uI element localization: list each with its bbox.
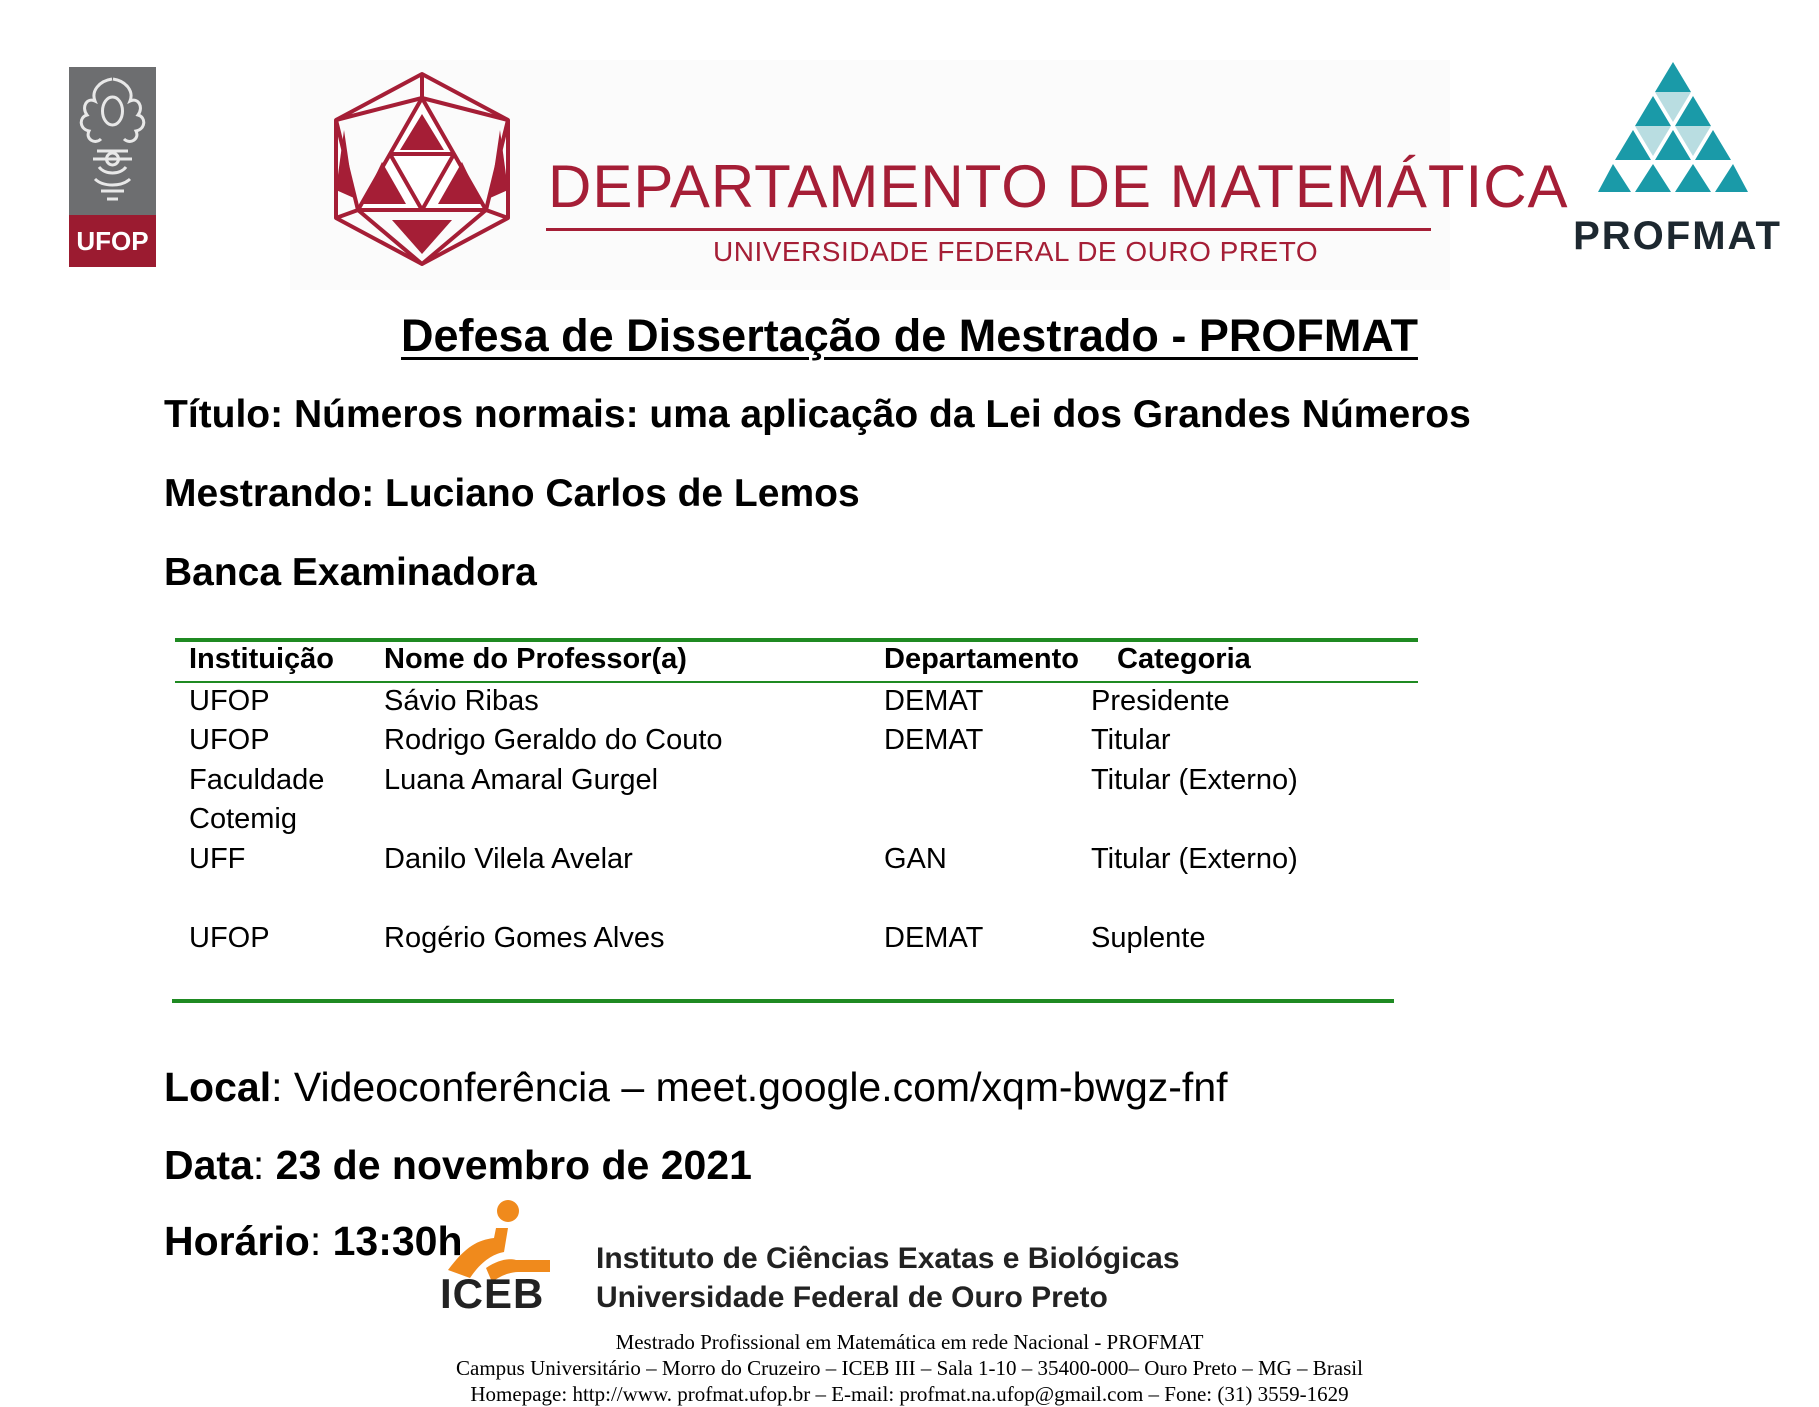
- thesis-label: Título:: [164, 393, 284, 436]
- department-divider: [546, 228, 1431, 231]
- column-header-department: Departamento: [884, 643, 1079, 675]
- table-cell: UFOP: [189, 685, 270, 717]
- table-cell: Presidente: [1091, 685, 1230, 717]
- table-cell: Danilo Vilela Avelar: [384, 843, 633, 875]
- table-cell: Rogério Gomes Alves: [384, 922, 665, 954]
- page-title: [0, 310, 1819, 362]
- date-label: Data: [164, 1142, 253, 1188]
- table-top-rule: [175, 638, 1418, 642]
- table-cell: UFOP: [189, 922, 270, 954]
- footer-contact: Homepage: http://www. profmat.ufop.br – E-mail: profmat.na.ufop@gmail.com – Fone: (31) 3559-1629: [470, 1382, 1349, 1406]
- column-header-institution: Instituição: [189, 643, 335, 675]
- profmat-triangles-icon: [1598, 62, 1748, 192]
- student-value: Luciano Carlos de Lemos: [385, 472, 860, 515]
- footer-address: Campus Universitário – Morro do Cruzeiro – ICEB III – Sala 1-10 – 35400-000– Ouro Preto – MG – Brasil: [456, 1356, 1363, 1380]
- table-cell: Sávio Ribas: [384, 685, 539, 717]
- date-line: Data: 23 de novembro de 2021: [164, 1142, 752, 1188]
- thesis-value: Números normais: uma aplicação da Lei dos Grandes Números: [293, 393, 1471, 436]
- table-cell: UFF: [189, 843, 246, 875]
- footer-program: Mestrado Profissional em Matemática em rede Nacional - PROFMAT: [615, 1330, 1204, 1354]
- date-value: 23 de novembro de 2021: [275, 1142, 752, 1188]
- department-subtitle: UNIVERSIDADE FEDERAL DE OURO PRETO: [713, 236, 1319, 267]
- iceb-university-name: Universidade Federal de Ouro Preto: [596, 1281, 1108, 1314]
- table-cell: Cotemig: [189, 803, 297, 835]
- table-cell: GAN: [884, 843, 947, 875]
- location-value: Videoconferência – meet.google.com/xqm-bwgz-fnf: [293, 1064, 1228, 1110]
- profmat-label: PROFMAT: [1573, 214, 1782, 258]
- student-label: Mestrando:: [164, 472, 375, 515]
- table-cell: Titular (Externo): [1091, 764, 1298, 796]
- time-label: Horário: [164, 1218, 310, 1264]
- table-header-rule: [175, 681, 1418, 683]
- column-header-professor: Nome do Professor(a): [384, 643, 687, 675]
- location-line: Local: Videoconferência – meet.google.com/xqm-bwgz-fnf: [164, 1064, 1228, 1110]
- board-heading: Banca Examinadora: [164, 551, 537, 594]
- ufop-label: UFOP: [69, 215, 156, 267]
- table-cell: DEMAT: [884, 685, 984, 717]
- table-cell: DEMAT: [884, 922, 984, 954]
- table-cell: Suplente: [1091, 922, 1206, 954]
- table-cell: Rodrigo Geraldo do Couto: [384, 724, 723, 756]
- table-cell: DEMAT: [884, 724, 984, 756]
- student: [164, 472, 860, 516]
- column-header-category: Categoria: [1117, 643, 1251, 675]
- thesis-title: [164, 393, 1471, 437]
- ufop-emblem-icon: [69, 67, 156, 215]
- location-label: Local: [164, 1064, 272, 1110]
- table-cell: Luana Amaral Gurgel: [384, 764, 659, 796]
- table-cell: Faculdade: [189, 764, 325, 796]
- iceb-institute-name: Instituto de Ciências Exatas e Biológicas: [596, 1242, 1180, 1275]
- icosahedron-logo-icon: [322, 70, 522, 268]
- table-cell: Titular: [1091, 724, 1171, 756]
- iceb-wordmark: ICEB: [440, 1270, 545, 1317]
- ufop-logo: [69, 67, 156, 267]
- page-title-text: Defesa de Dissertação de Mestrado - PROFMAT: [401, 310, 1418, 361]
- table-cell: UFOP: [189, 724, 270, 756]
- time-line: Horário: 13:30h: [164, 1218, 463, 1264]
- time-value: 13:30h: [332, 1218, 463, 1264]
- table-bottom-rule: [172, 999, 1394, 1003]
- table-cell: Titular (Externo): [1091, 843, 1298, 875]
- department-title: DEPARTAMENTO DE MATEMÁTICA: [548, 153, 1569, 220]
- profmat-logo: [1565, 62, 1790, 262]
